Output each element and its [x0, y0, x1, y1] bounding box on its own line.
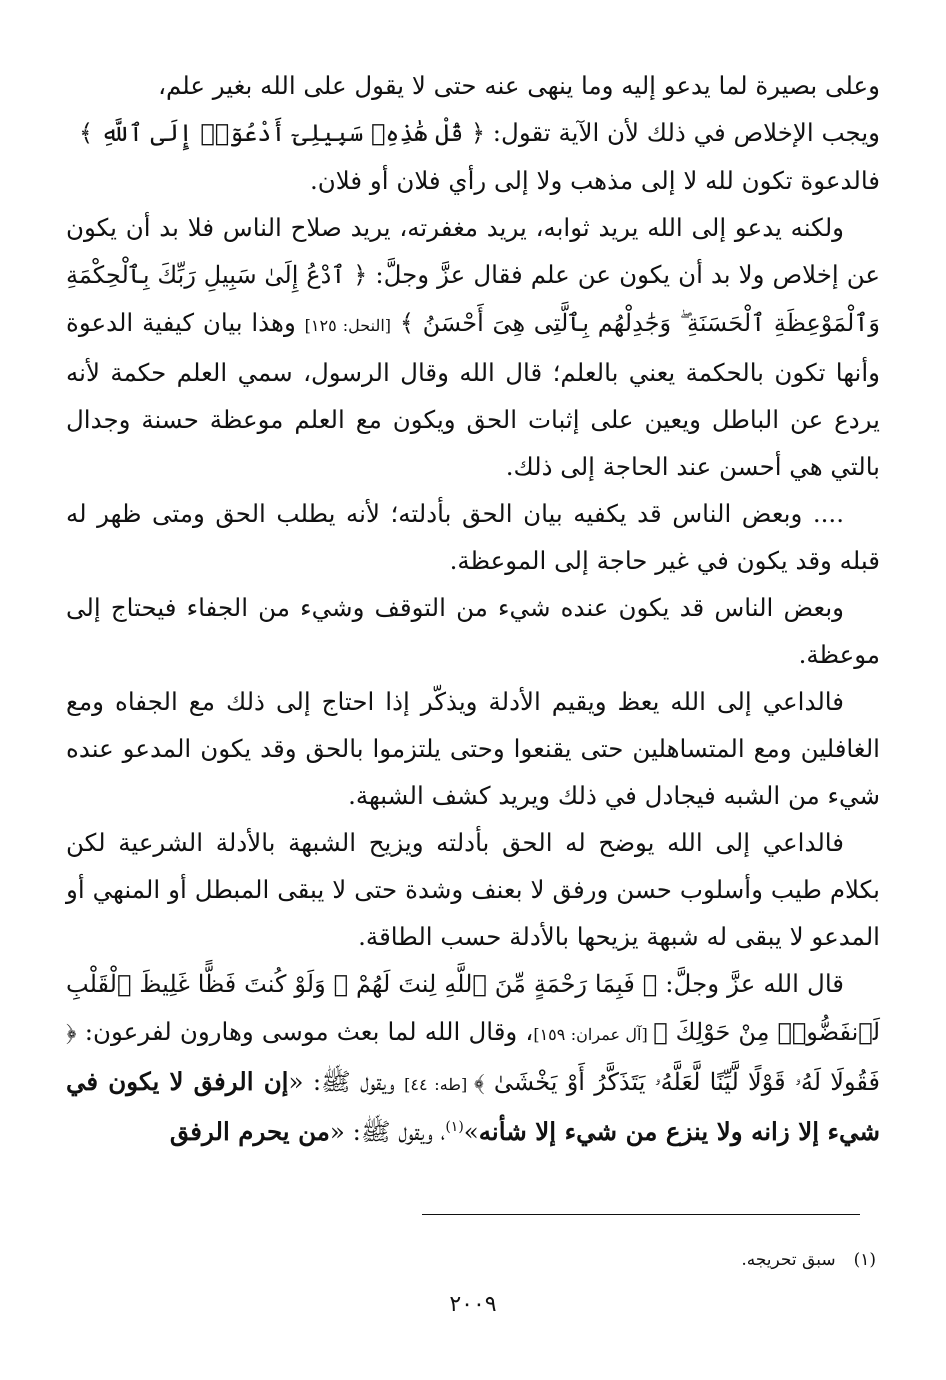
text-run: فالدعوة تكون لله لا إلى مذهب ولا إلى رأي فلان أو فلان. [310, 166, 880, 195]
quran-verse: ﴿ فَبِمَا رَحْمَةٍ مِّنَ ٱللَّهِ لِنتَ لَهُمْ ۖ وَلَوْ كُنتَ فَظًّا غَلِيظَ ٱلْقَلْبِ لَٱنفَضُّوا۟ مِنْ حَوْلِكَ ﴾ [66, 970, 881, 1046]
quran-verse: ﴿ ٱدْعُ إِلَىٰ سَبِيلِ رَبِّكَ بِٱلْحِكْمَةِ وَٱلْمَوْعِظَةِ ٱلْحَسَنَةِ ۖ وَجَٰدِلْهُم بِٱلَّتِى هِىَ أَحْسَنُ ﴾ [66, 261, 880, 337]
text-run: قال الله عزَّ وجلَّ: [657, 969, 845, 998]
text-run: ، وقال الله لما بعث موسى وهارون لفرعون: [76, 1017, 534, 1046]
footnote-number: (١) [853, 1250, 876, 1270]
text-run: وهذا بيان كيفية الدعوة وأنها تكون بالحكمة يعني بالعلم؛ قال الله وقال الرسول، سمي العلم حكمة لأنه يردع عن الباطل ويعين على إثبات الحق ويكون مع العلم موعظة حسنة وجدال بالتي هي أحسن عند الحاجة إلى ذلك. [66, 308, 880, 481]
text-run: وبعض الناس قد يكون عنده شيء من التوقف وشيء من الجفاء فيحتاج إلى موعظة. [66, 593, 880, 669]
paragraph-4 [66, 584, 880, 678]
verse-reference: [طه: ٤٤] [404, 1075, 474, 1094]
paragraph-1 [66, 62, 880, 204]
text-run: ويقول ﷺ: « [288, 1067, 405, 1096]
footnote-text: سبق تحريجه. [741, 1250, 836, 1270]
text-run: » [463, 1117, 479, 1146]
text-run: ، ويقول ﷺ: « [329, 1117, 446, 1146]
paragraph-5 [66, 678, 880, 819]
text-run: وعلى بصيرة لما يدعو إليه وما ينهى عنه حتى لا يقول على الله بغير علم، [158, 71, 880, 100]
text-run: فالداعي إلى الله يعظ ويقيم الأدلة ويذكّر إذا احتاج إلى ذلك مع الجفاه ومع الغافلين ومع المتساهلين حتى يقنعوا وحتى يلتزموا بالحق وقد يكون المدعو عنده شيء من الشبه فيجادل في ذلك ويريد كشف الشبهة. [66, 687, 880, 810]
footnote-divider [422, 1214, 860, 1215]
hadith-text: إن الرفق لا يكون في شيء إلا زانه ولا ينزع من شيء إلا شأنه [66, 1067, 880, 1146]
quran-verse: ﴿ قُلْ هَٰذِهِۦ سَبِيلِىٓ أَدْعُوٓا۟ إِلَى ٱللَّهِ ﴾ [79, 119, 486, 147]
quran-verse: ﴿ فَقُولَا لَهُۥ قَوْلًا لَّيِّنًا لَّعَلَّهُۥ يَتَذَكَّرُ أَوْ يَخْشَىٰ ﴾ [66, 1018, 880, 1096]
footnote [440, 1248, 876, 1272]
main-text [66, 62, 880, 1155]
paragraph-6 [66, 819, 880, 960]
text-run: ولكنه يدعو إلى الله يريد ثوابه، يريد مغفرته، يريد صلاح الناس فلا بد أن يكون عن إخلاص ولا بد أن يكون عن علم فقال عزَّ وجلَّ: [66, 213, 880, 289]
page-number: ٢٠٠٩ [449, 1292, 497, 1317]
text-run: فالداعي إلى الله يوضح له الحق بأدلته ويزيح الشبهة بالأدلة الشرعية لكن بكلام طيب وأسلوب حسن ورفق لا بعنف وشدة حتى لا يبقى المبطل أو المنهي أو المدعو لا يبقى له شبهة يزيحها بالأدلة حسب الطاقة. [66, 828, 880, 951]
verse-reference: [النحل: ١٢٥] [304, 316, 392, 335]
footnote-marker[interactable]: (١) [445, 1118, 464, 1135]
text-run: ويجب الإخلاص في ذلك لأن الآية تقول: [485, 118, 880, 147]
paragraph-3 [66, 490, 880, 584]
paragraph-2 [66, 204, 880, 490]
paragraph-7 [66, 960, 880, 1155]
verse-reference: [آل عمران: ١٥٩] [533, 1025, 654, 1044]
text-run: .... وبعض الناس قد يكفيه بيان الحق بأدلته؛ لأنه يطلب الحق ومتى ظهر له قبله وقد يكون في غير حاجة إلى الموعظة. [66, 499, 880, 575]
hadith-text: من يحرم الرفق [169, 1117, 330, 1146]
